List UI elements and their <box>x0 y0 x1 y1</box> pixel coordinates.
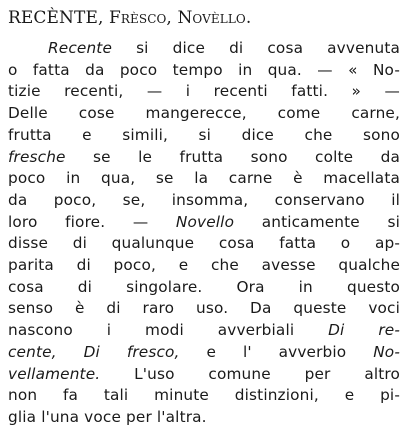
body-line-2: o fatta da poco tempo in qua. — « No- <box>8 60 400 79</box>
body-line-4: Delle cose mangerecce, come carne, <box>8 104 400 123</box>
term-di-fresco: cente, Di fresco, <box>8 342 180 361</box>
body-text-segment: loro fiore. — <box>8 212 176 231</box>
body-line-17: non fa tali minute distinzioni, e pi- <box>8 386 400 405</box>
body-text-segment: anticamente si <box>234 212 400 231</box>
body-text-segment: nascono i modi avverbiali <box>8 321 329 340</box>
body-text-segment: L'uso comune per altro <box>100 364 400 383</box>
term-fresche: fresche <box>8 147 66 166</box>
term-di-recente: Di re- <box>328 321 400 340</box>
body-line-18: glia l'una voce per l'altra. <box>8 407 207 426</box>
entry-heading <box>8 6 400 30</box>
body-line-3: tizie recenti, — i recenti fatti. » — <box>8 82 400 101</box>
body-line-5: frutta e simili, si dice che sono <box>8 125 400 144</box>
body-line-14 <box>8 320 400 342</box>
body-line-10: disse di qualunque cosa fatta o ap- <box>8 234 400 253</box>
body-line-1 <box>8 38 400 60</box>
body-text-segment: si dice di cosa avvenuta <box>112 39 400 57</box>
body-line-16 <box>8 364 400 386</box>
synonym-fresco: Frèsco, <box>108 8 172 28</box>
term-novello: Novello <box>175 212 235 231</box>
body-line-6 <box>8 147 400 169</box>
entry-body <box>8 38 400 429</box>
headword: RECÈNTE, <box>8 8 104 28</box>
body-line-12: cosa di singolare. Ora in questo <box>8 277 400 296</box>
term-novellamente-start: No- <box>373 342 400 361</box>
body-line-9 <box>8 212 400 234</box>
body-text-segment: se le frutta sono colte da <box>65 147 400 166</box>
body-text-segment: e l' avverbio <box>179 342 374 361</box>
body-line-7: poco in qua, se la carne è macellata <box>8 169 400 188</box>
body-line-11: parita di poco, e che avesse qualche <box>8 256 400 275</box>
term-novellamente-end: vellamente. <box>8 364 101 383</box>
synonym-novello: Novèllo. <box>177 8 252 28</box>
body-line-15 <box>8 342 400 364</box>
term-recente: Recente <box>48 39 113 57</box>
body-line-13: senso è di raro uso. Da queste voci <box>8 299 400 318</box>
body-line-8: da poco, se, insomma, conservano il <box>8 190 400 209</box>
